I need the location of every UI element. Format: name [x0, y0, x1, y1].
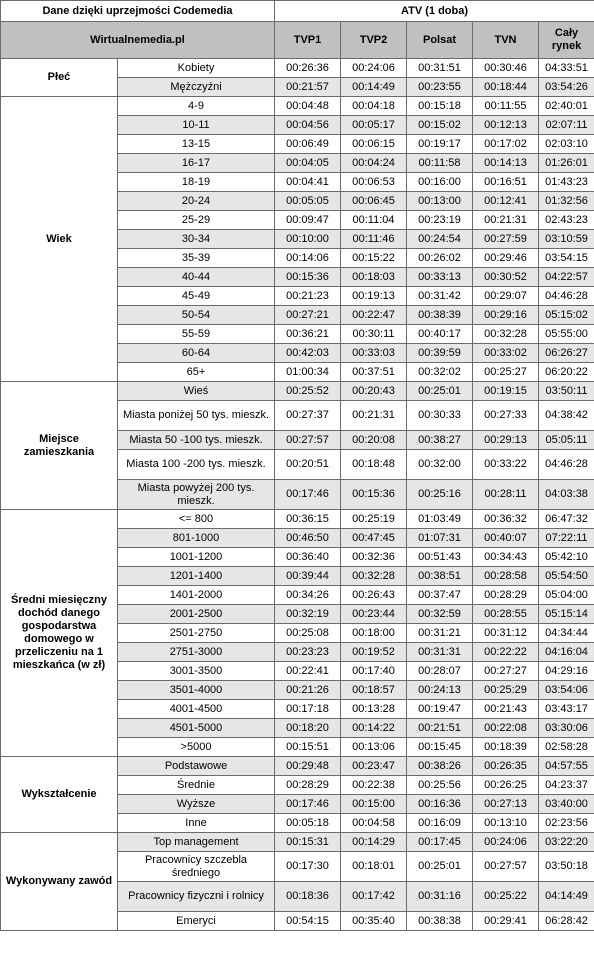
value-cell: 00:16:09	[407, 814, 473, 833]
value-cell: 00:18:48	[341, 450, 407, 480]
value-cell: 02:40:01	[539, 97, 594, 116]
value-cell: 00:18:00	[341, 624, 407, 643]
value-cell: 00:24:06	[341, 59, 407, 78]
value-cell: 00:42:03	[275, 344, 341, 363]
value-cell: 00:25:08	[275, 624, 341, 643]
value-cell: 00:38:51	[407, 567, 473, 586]
value-cell: 03:22:20	[539, 833, 594, 852]
value-cell: 00:20:51	[275, 450, 341, 480]
value-cell: 00:15:00	[341, 795, 407, 814]
value-cell: 00:16:00	[407, 173, 473, 192]
row-label: 50-54	[118, 306, 275, 325]
value-cell: 00:14:49	[341, 78, 407, 97]
row-label: Mężczyźni	[118, 78, 275, 97]
value-cell: 00:34:43	[473, 548, 539, 567]
value-cell: 00:25:01	[407, 852, 473, 882]
value-cell: 00:29:07	[473, 287, 539, 306]
value-cell: 00:13:00	[407, 192, 473, 211]
column-header-tvp2: TVP2	[341, 22, 407, 59]
value-cell: 00:15:45	[407, 738, 473, 757]
value-cell: 07:22:11	[539, 529, 594, 548]
value-cell: 00:36:32	[473, 510, 539, 529]
row-label: Miasta 100 -200 tys. mieszk.	[118, 450, 275, 480]
value-cell: 00:23:55	[407, 78, 473, 97]
value-cell: 00:06:15	[341, 135, 407, 154]
row-label: 40-44	[118, 268, 275, 287]
row-label: 2001-2500	[118, 605, 275, 624]
site-label: Wirtualnemedia.pl	[1, 22, 275, 59]
value-cell: 00:27:57	[275, 431, 341, 450]
value-cell: 00:24:54	[407, 230, 473, 249]
value-cell: 03:10:59	[539, 230, 594, 249]
row-label: Miasta poniżej 50 tys. mieszk.	[118, 401, 275, 431]
value-cell: 04:33:51	[539, 59, 594, 78]
value-cell: 00:22:47	[341, 306, 407, 325]
value-cell: 00:15:22	[341, 249, 407, 268]
value-cell: 00:21:57	[275, 78, 341, 97]
row-label: 30-34	[118, 230, 275, 249]
value-cell: 04:46:28	[539, 287, 594, 306]
value-cell: 00:23:23	[275, 643, 341, 662]
value-cell: 00:51:43	[407, 548, 473, 567]
value-cell: 00:28:29	[275, 776, 341, 795]
value-cell: 00:18:39	[473, 738, 539, 757]
value-cell: 02:43:23	[539, 211, 594, 230]
group-label: Wykształcenie	[1, 757, 118, 833]
value-cell: 00:33:03	[341, 344, 407, 363]
value-cell: 00:18:44	[473, 78, 539, 97]
value-cell: 00:25:19	[341, 510, 407, 529]
value-cell: 04:34:44	[539, 624, 594, 643]
row-label: 1401-2000	[118, 586, 275, 605]
value-cell: 00:21:31	[341, 401, 407, 431]
value-cell: 00:15:18	[407, 97, 473, 116]
value-cell: 00:37:51	[341, 363, 407, 382]
value-cell: 00:19:13	[341, 287, 407, 306]
value-cell: 00:23:47	[341, 757, 407, 776]
value-cell: 00:28:55	[473, 605, 539, 624]
value-cell: 00:11:46	[341, 230, 407, 249]
table-body	[1, 59, 594, 931]
row-label: Wyższe	[118, 795, 275, 814]
row-label: 65+	[118, 363, 275, 382]
value-cell: 00:04:56	[275, 116, 341, 135]
row-label: 801-1000	[118, 529, 275, 548]
value-cell: 00:11:58	[407, 154, 473, 173]
row-label: 3001-3500	[118, 662, 275, 681]
value-cell: 00:17:40	[341, 662, 407, 681]
value-cell: 00:29:48	[275, 757, 341, 776]
value-cell: 00:28:07	[407, 662, 473, 681]
value-cell: 00:10:00	[275, 230, 341, 249]
value-cell: 00:29:41	[473, 912, 539, 931]
value-cell: 00:29:16	[473, 306, 539, 325]
value-cell: 00:27:13	[473, 795, 539, 814]
row-label: 4501-5000	[118, 719, 275, 738]
value-cell: 00:32:28	[341, 567, 407, 586]
value-cell: 06:26:27	[539, 344, 594, 363]
value-cell: 05:04:00	[539, 586, 594, 605]
value-cell: 00:37:47	[407, 586, 473, 605]
value-cell: 00:18:20	[275, 719, 341, 738]
value-cell: 03:54:15	[539, 249, 594, 268]
value-cell: 00:21:26	[275, 681, 341, 700]
row-label: Średnie	[118, 776, 275, 795]
value-cell: 06:47:32	[539, 510, 594, 529]
value-cell: 00:25:27	[473, 363, 539, 382]
value-cell: 01:03:49	[407, 510, 473, 529]
value-cell: 00:36:21	[275, 325, 341, 344]
value-cell: 00:25:29	[473, 681, 539, 700]
column-header-tvp1: TVP1	[275, 22, 341, 59]
column-header-polsat: Polsat	[407, 22, 473, 59]
value-cell: 00:34:26	[275, 586, 341, 605]
value-cell: 00:31:16	[407, 882, 473, 912]
value-cell: 00:30:46	[473, 59, 539, 78]
value-cell: 05:15:14	[539, 605, 594, 624]
row-label: Miasta powyżej 200 tys. mieszk.	[118, 480, 275, 510]
column-header-caly-rynek: Cały rynek	[539, 22, 594, 59]
value-cell: 04:29:16	[539, 662, 594, 681]
group-label: Średni miesięczny dochód danego gospodarstwa domowego w przeliczeniu na 1 mieszkańca (w zł)	[1, 510, 118, 757]
row-label: 35-39	[118, 249, 275, 268]
value-cell: 00:22:41	[275, 662, 341, 681]
value-cell: 03:50:18	[539, 852, 594, 882]
row-label: 18-19	[118, 173, 275, 192]
value-cell: 00:27:33	[473, 401, 539, 431]
value-cell: 00:04:24	[341, 154, 407, 173]
value-cell: 00:23:44	[341, 605, 407, 624]
value-cell: 04:16:04	[539, 643, 594, 662]
value-cell: 00:13:28	[341, 700, 407, 719]
value-cell: 00:04:18	[341, 97, 407, 116]
value-cell: 00:05:05	[275, 192, 341, 211]
value-cell: 04:38:42	[539, 401, 594, 431]
value-cell: 00:26:35	[473, 757, 539, 776]
value-cell: 00:09:47	[275, 211, 341, 230]
value-cell: 00:04:41	[275, 173, 341, 192]
value-cell: 06:20:22	[539, 363, 594, 382]
row-label: 55-59	[118, 325, 275, 344]
value-cell: 00:25:16	[407, 480, 473, 510]
column-header-tvn: TVN	[473, 22, 539, 59]
value-cell: 00:40:07	[473, 529, 539, 548]
value-cell: 05:42:10	[539, 548, 594, 567]
value-cell: 01:00:34	[275, 363, 341, 382]
value-cell: 02:23:56	[539, 814, 594, 833]
value-cell: 00:33:22	[473, 450, 539, 480]
row-label: Pracownicy fizyczni i rolnicy	[118, 882, 275, 912]
value-cell: 01:32:56	[539, 192, 594, 211]
value-cell: 03:40:00	[539, 795, 594, 814]
value-cell: 00:16:51	[473, 173, 539, 192]
group-label: Płeć	[1, 59, 118, 97]
table-row	[1, 382, 594, 401]
value-cell: 00:12:41	[473, 192, 539, 211]
value-cell: 00:18:36	[275, 882, 341, 912]
value-cell: 00:05:18	[275, 814, 341, 833]
value-cell: 00:24:13	[407, 681, 473, 700]
value-cell: 00:33:13	[407, 268, 473, 287]
value-cell: 00:29:46	[473, 249, 539, 268]
table-row	[1, 97, 594, 116]
value-cell: 00:17:46	[275, 795, 341, 814]
value-cell: 01:07:31	[407, 529, 473, 548]
row-label: 4001-4500	[118, 700, 275, 719]
row-label: Inne	[118, 814, 275, 833]
value-cell: 05:54:50	[539, 567, 594, 586]
value-cell: 00:23:19	[407, 211, 473, 230]
value-cell: 00:28:11	[473, 480, 539, 510]
value-cell: 00:20:43	[341, 382, 407, 401]
value-cell: 03:30:06	[539, 719, 594, 738]
row-label: 3501-4000	[118, 681, 275, 700]
row-label: 20-24	[118, 192, 275, 211]
value-cell: 00:17:18	[275, 700, 341, 719]
group-label: Wykonywany zawód	[1, 833, 118, 931]
value-cell: 00:30:11	[341, 325, 407, 344]
value-cell: 00:12:13	[473, 116, 539, 135]
header-row-2	[1, 22, 594, 59]
value-cell: 00:29:13	[473, 431, 539, 450]
row-label: Wieś	[118, 382, 275, 401]
value-cell: 00:06:49	[275, 135, 341, 154]
value-cell: 03:43:17	[539, 700, 594, 719]
row-label: 16-17	[118, 154, 275, 173]
value-cell: 00:32:36	[341, 548, 407, 567]
value-cell: 00:11:55	[473, 97, 539, 116]
value-cell: 00:27:27	[473, 662, 539, 681]
value-cell: 00:25:52	[275, 382, 341, 401]
row-label: Podstawowe	[118, 757, 275, 776]
value-cell: 04:14:49	[539, 882, 594, 912]
value-cell: 00:17:45	[407, 833, 473, 852]
value-cell: 00:13:10	[473, 814, 539, 833]
value-cell: 00:15:31	[275, 833, 341, 852]
row-label: 60-64	[118, 344, 275, 363]
value-cell: 00:31:42	[407, 287, 473, 306]
value-cell: 00:32:02	[407, 363, 473, 382]
value-cell: 00:27:37	[275, 401, 341, 431]
value-cell: 00:39:44	[275, 567, 341, 586]
value-cell: 04:03:38	[539, 480, 594, 510]
value-cell: 05:05:11	[539, 431, 594, 450]
value-cell: 00:38:26	[407, 757, 473, 776]
value-cell: 06:28:42	[539, 912, 594, 931]
value-cell: 01:26:01	[539, 154, 594, 173]
value-cell: 00:47:45	[341, 529, 407, 548]
value-cell: 00:22:22	[473, 643, 539, 662]
value-cell: 00:15:51	[275, 738, 341, 757]
row-label: 10-11	[118, 116, 275, 135]
row-label: Miasta 50 -100 tys. mieszk.	[118, 431, 275, 450]
value-cell: 00:19:52	[341, 643, 407, 662]
value-cell: 02:07:11	[539, 116, 594, 135]
value-cell: 01:43:23	[539, 173, 594, 192]
row-label: Emeryci	[118, 912, 275, 931]
value-cell: 00:25:56	[407, 776, 473, 795]
value-cell: 00:54:15	[275, 912, 341, 931]
value-cell: 00:31:21	[407, 624, 473, 643]
value-cell: 00:46:50	[275, 529, 341, 548]
value-cell: 00:21:23	[275, 287, 341, 306]
group-label: Wiek	[1, 97, 118, 382]
value-cell: 00:17:30	[275, 852, 341, 882]
value-cell: 00:32:00	[407, 450, 473, 480]
value-cell: 04:22:57	[539, 268, 594, 287]
row-label: Top management	[118, 833, 275, 852]
value-cell: 00:14:22	[341, 719, 407, 738]
value-cell: 00:11:04	[341, 211, 407, 230]
value-cell: 00:26:25	[473, 776, 539, 795]
value-cell: 00:17:02	[473, 135, 539, 154]
row-label: >5000	[118, 738, 275, 757]
value-cell: 04:57:55	[539, 757, 594, 776]
value-cell: 00:06:53	[341, 173, 407, 192]
row-label: 1201-1400	[118, 567, 275, 586]
value-cell: 04:46:28	[539, 450, 594, 480]
value-cell: 00:27:21	[275, 306, 341, 325]
value-cell: 00:26:02	[407, 249, 473, 268]
table-row	[1, 59, 594, 78]
value-cell: 00:35:40	[341, 912, 407, 931]
value-cell: 00:38:27	[407, 431, 473, 450]
value-cell: 00:28:58	[473, 567, 539, 586]
value-cell: 00:16:36	[407, 795, 473, 814]
value-cell: 00:22:38	[341, 776, 407, 795]
row-label: 1001-1200	[118, 548, 275, 567]
value-cell: 00:21:43	[473, 700, 539, 719]
value-cell: 00:04:48	[275, 97, 341, 116]
value-cell: 00:15:02	[407, 116, 473, 135]
value-cell: 00:38:38	[407, 912, 473, 931]
value-cell: 03:54:06	[539, 681, 594, 700]
value-cell: 02:58:28	[539, 738, 594, 757]
value-cell: 00:26:36	[275, 59, 341, 78]
value-cell: 03:54:26	[539, 78, 594, 97]
value-cell: 00:26:43	[341, 586, 407, 605]
metric-label: ATV (1 doba)	[275, 1, 594, 22]
value-cell: 00:20:08	[341, 431, 407, 450]
value-cell: 00:31:12	[473, 624, 539, 643]
value-cell: 00:14:29	[341, 833, 407, 852]
value-cell: 00:17:46	[275, 480, 341, 510]
row-label: Pracownicy szczebla średniego	[118, 852, 275, 882]
table-row	[1, 757, 594, 776]
value-cell: 00:40:17	[407, 325, 473, 344]
value-cell: 00:19:17	[407, 135, 473, 154]
row-label: 2501-2750	[118, 624, 275, 643]
value-cell: 00:32:19	[275, 605, 341, 624]
value-cell: 00:22:08	[473, 719, 539, 738]
value-cell: 02:03:10	[539, 135, 594, 154]
row-label: 4-9	[118, 97, 275, 116]
value-cell: 00:36:15	[275, 510, 341, 529]
value-cell: 00:04:58	[341, 814, 407, 833]
value-cell: 00:31:51	[407, 59, 473, 78]
row-label: <= 800	[118, 510, 275, 529]
value-cell: 00:21:31	[473, 211, 539, 230]
value-cell: 00:19:15	[473, 382, 539, 401]
value-cell: 00:15:36	[275, 268, 341, 287]
value-cell: 03:50:11	[539, 382, 594, 401]
value-cell: 00:33:02	[473, 344, 539, 363]
value-cell: 00:18:03	[341, 268, 407, 287]
value-cell: 00:13:06	[341, 738, 407, 757]
value-cell: 00:14:06	[275, 249, 341, 268]
value-cell: 00:05:17	[341, 116, 407, 135]
value-cell: 00:32:28	[473, 325, 539, 344]
table-row	[1, 510, 594, 529]
value-cell: 00:19:47	[407, 700, 473, 719]
row-label: 45-49	[118, 287, 275, 306]
table-row	[1, 833, 594, 852]
value-cell: 00:32:59	[407, 605, 473, 624]
value-cell: 00:24:06	[473, 833, 539, 852]
value-cell: 00:15:36	[341, 480, 407, 510]
value-cell: 00:06:45	[341, 192, 407, 211]
row-label: Kobiety	[118, 59, 275, 78]
row-label: 25-29	[118, 211, 275, 230]
value-cell: 00:17:42	[341, 882, 407, 912]
value-cell: 00:38:39	[407, 306, 473, 325]
value-cell: 00:25:22	[473, 882, 539, 912]
value-cell: 05:15:02	[539, 306, 594, 325]
value-cell: 00:30:52	[473, 268, 539, 287]
value-cell: 00:25:01	[407, 382, 473, 401]
value-cell: 00:14:13	[473, 154, 539, 173]
value-cell: 04:23:37	[539, 776, 594, 795]
value-cell: 00:18:01	[341, 852, 407, 882]
value-cell: 00:30:33	[407, 401, 473, 431]
value-cell: 00:28:29	[473, 586, 539, 605]
row-label: 13-15	[118, 135, 275, 154]
value-cell: 00:18:57	[341, 681, 407, 700]
value-cell: 05:55:00	[539, 325, 594, 344]
header-row-1	[1, 1, 594, 22]
value-cell: 00:36:40	[275, 548, 341, 567]
value-cell: 00:27:57	[473, 852, 539, 882]
value-cell: 00:27:59	[473, 230, 539, 249]
group-label: Miejsce zamieszkania	[1, 382, 118, 510]
source-label: Dane dzięki uprzejmości Codemedia	[1, 1, 275, 22]
value-cell: 00:31:31	[407, 643, 473, 662]
value-cell: 00:39:59	[407, 344, 473, 363]
value-cell: 00:04:05	[275, 154, 341, 173]
value-cell: 00:21:51	[407, 719, 473, 738]
row-label: 2751-3000	[118, 643, 275, 662]
